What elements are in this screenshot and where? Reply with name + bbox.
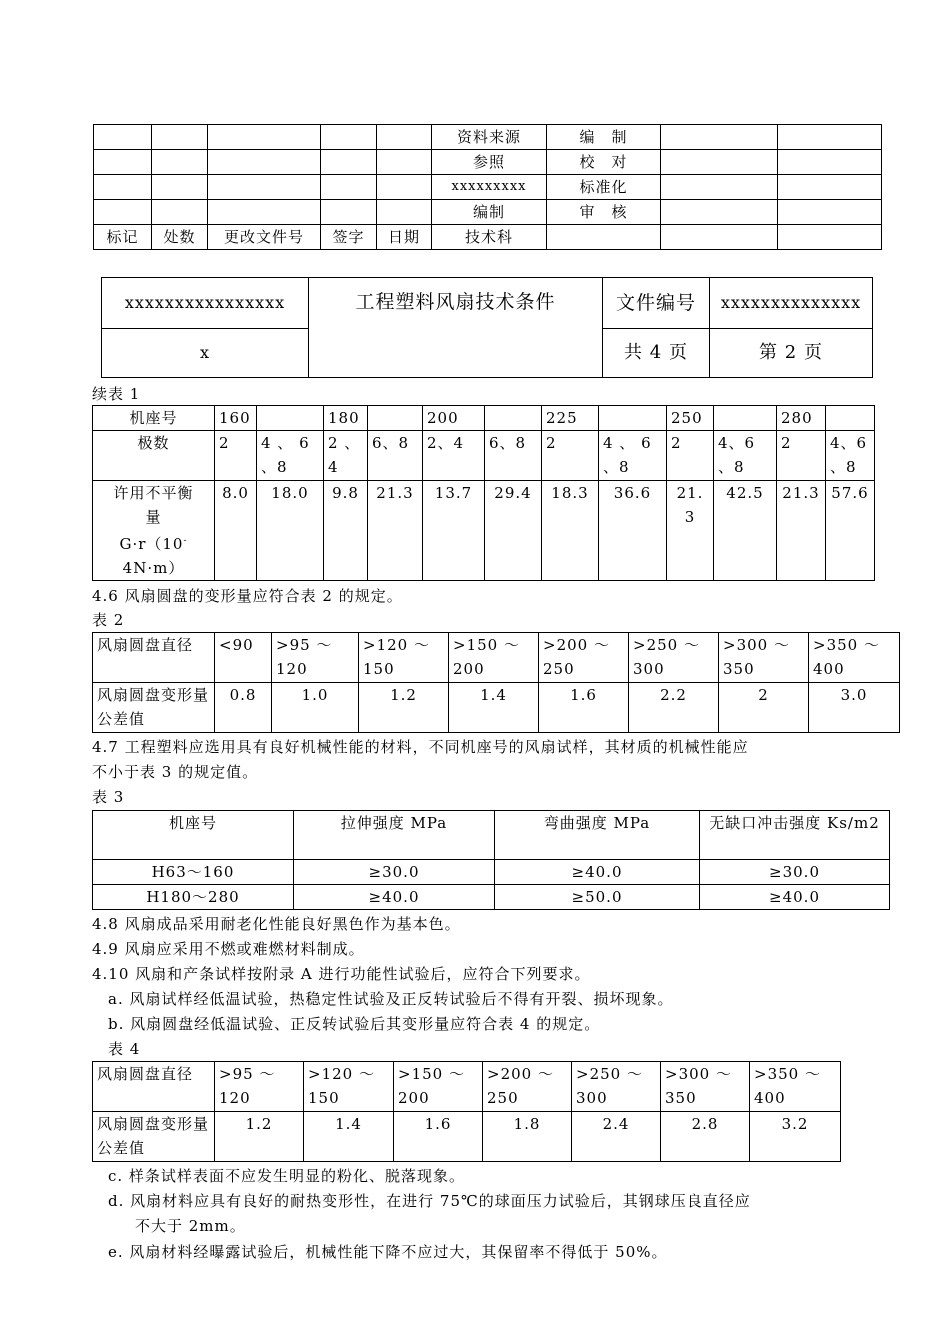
unbalance-cell: 21.3 — [368, 481, 423, 581]
unbalance-label-text: G·r（10 — [119, 535, 184, 553]
doc-no-label: 文件编号 — [603, 278, 710, 329]
table1 — [92, 405, 875, 581]
frame-cell: H63～160 — [93, 860, 294, 885]
table-row — [94, 125, 882, 150]
frame-cell: H180～280 — [93, 885, 294, 910]
range-cell: <90 — [215, 633, 272, 683]
poles-cell: 6、8 — [368, 431, 423, 481]
item-d-line1: d. 风扇材料应具有良好的耐热变形性，在进行 75℃的球面压力试验后，其钢球压良直径应 — [108, 1192, 751, 1210]
paragraph-4-7-line2: 不小于表 3 的规定值。 — [92, 763, 259, 781]
range-cell: >95 ～ 120 — [215, 1062, 304, 1112]
table2 — [92, 632, 900, 733]
range-cell: >120 ～ 150 — [304, 1062, 394, 1112]
range-cell: >120 ～ 150 — [359, 633, 449, 683]
impact-cell: ≥30.0 — [700, 860, 890, 885]
poles-cell: 2 — [215, 431, 257, 481]
impact-cell: ≥40.0 — [700, 885, 890, 910]
table-row — [93, 406, 875, 431]
unbalance-label-sup: - — [183, 536, 188, 546]
item-c: c. 样条试样表面不应发生明显的粉化、脱落现象。 — [108, 1167, 465, 1185]
diameter-label: 风扇圆盘直径 — [93, 633, 215, 683]
document-title: 工程塑料风扇技术条件 — [309, 278, 603, 378]
compile-left-cell: 编制 — [432, 200, 547, 225]
tolerance-cell: 2 — [719, 683, 809, 733]
unbalance-label-line: 许用不平衡 — [113, 484, 194, 502]
tolerance-cell: 1.6 — [394, 1112, 483, 1162]
unbalance-cell: 8.0 — [215, 481, 257, 581]
paragraph-4-8: 4.8 风扇成品采用耐老化性能良好黑色作为基本色。 — [92, 915, 461, 933]
tolerance-cell: 1.0 — [272, 683, 359, 733]
revision-table — [93, 124, 882, 250]
doc-no-value: xxxxxxxxxxxxxx — [710, 278, 873, 329]
table-row — [93, 885, 890, 910]
frame-cell: 250 — [667, 406, 714, 431]
table-row — [93, 1062, 841, 1112]
poles-cell: 2 — [667, 431, 714, 481]
table-row — [102, 278, 873, 329]
tensile-cell: ≥30.0 — [294, 860, 495, 885]
paragraph-4-9: 4.9 风扇应采用不燃或难燃材料制成。 — [92, 940, 365, 958]
table-row — [94, 200, 882, 225]
range-cell: >200 ～ 250 — [539, 633, 629, 683]
frame-cell: 280 — [777, 406, 826, 431]
page-number: 第 2 页 — [710, 329, 873, 378]
poles-cell: 2 、 4 — [324, 431, 368, 481]
unbalance-cell: 21.3 — [777, 481, 826, 581]
range-cell: >250 ～ 300 — [629, 633, 719, 683]
unbalance-cell: 29.4 — [485, 481, 542, 581]
frame-cell: 180 — [324, 406, 368, 431]
poles-cell: 2 — [542, 431, 599, 481]
table-row — [93, 633, 900, 683]
tolerance-cell: 1.6 — [539, 683, 629, 733]
unbalance-cell: 9.8 — [324, 481, 368, 581]
range-cell: >150 ～ 200 — [449, 633, 539, 683]
review-cell: 审 核 — [547, 200, 661, 225]
paragraph-4-6: 4.6 风扇圆盘的变形量应符合表 2 的规定。 — [92, 587, 403, 605]
item-e: e. 风扇材料经曝露试验后，机械性能下降不应过大，其保留率不得低于 50%。 — [108, 1243, 668, 1261]
table3-caption: 表 3 — [92, 788, 125, 806]
tolerance-label: 风扇圆盘变形量公差值 — [93, 1112, 215, 1162]
col-doc: 更改文件号 — [208, 225, 321, 250]
frame-label: 机座号 — [93, 406, 215, 431]
col-count: 处数 — [152, 225, 208, 250]
header-impact: 无缺口冲击强度 Ks/m2 — [700, 811, 890, 860]
range-cell: >300 ～ 350 — [719, 633, 809, 683]
range-cell: >150 ～ 200 — [394, 1062, 483, 1112]
table-row — [93, 683, 900, 733]
col-mark: 标记 — [94, 225, 152, 250]
ref-code-cell: xxxxxxxxx — [432, 175, 547, 200]
tolerance-cell: 2.8 — [661, 1112, 750, 1162]
tolerance-cell: 3.2 — [750, 1112, 841, 1162]
tolerance-cell: 3.0 — [809, 683, 900, 733]
table2-caption: 表 2 — [92, 611, 125, 629]
unbalance-cell: 18.3 — [542, 481, 599, 581]
unbalance-cell: 36.6 — [599, 481, 667, 581]
tolerance-cell: 1.8 — [483, 1112, 572, 1162]
bending-cell: ≥50.0 — [495, 885, 700, 910]
diameter-label: 风扇圆盘直径 — [93, 1062, 215, 1112]
poles-cell: 4 、 6 、8 — [257, 431, 324, 481]
poles-cell: 4 、 6 、8 — [599, 431, 667, 481]
unbalance-label-line — [97, 529, 210, 556]
document-header — [101, 277, 873, 378]
range-cell: >250 ～ 300 — [572, 1062, 661, 1112]
unbalance-cell: 13.7 — [423, 481, 485, 581]
poles-cell: 2 — [777, 431, 826, 481]
company-line2: x — [102, 329, 309, 378]
range-cell: >350 ～ 400 — [809, 633, 900, 683]
table-row — [93, 860, 890, 885]
bending-cell: ≥40.0 — [495, 860, 700, 885]
standardize-cell: 标准化 — [547, 175, 661, 200]
item-a: a. 风扇试样经低温试验，热稳定性试验及正反转试验后不得有开裂、损坏现象。 — [108, 990, 674, 1008]
range-cell: >350 ～ 400 — [750, 1062, 841, 1112]
unbalance-cell: 42.5 — [714, 481, 777, 581]
table-row — [94, 175, 882, 200]
col-sign: 签字 — [321, 225, 377, 250]
range-cell: >300 ～ 350 — [661, 1062, 750, 1112]
item-d-line2: 不大于 2mm。 — [135, 1217, 246, 1235]
table-row — [94, 225, 882, 250]
check-cell: 校 对 — [547, 150, 661, 175]
table4-caption: 表 4 — [108, 1040, 141, 1058]
table3 — [92, 810, 890, 910]
table1-caption: 续表 1 — [92, 385, 141, 403]
compile-cell: 编 制 — [547, 125, 661, 150]
tolerance-cell: 2.4 — [572, 1112, 661, 1162]
poles-cell: 4、6 、8 — [826, 431, 875, 481]
total-pages: 共 4 页 — [603, 329, 710, 378]
table4 — [92, 1061, 841, 1162]
poles-cell: 4、6 、8 — [714, 431, 777, 481]
tolerance-cell: 1.2 — [359, 683, 449, 733]
item-b: b. 风扇圆盘经低温试验、正反转试验后其变形量应符合表 4 的规定。 — [108, 1015, 601, 1033]
company-line1: xxxxxxxxxxxxxxxx — [102, 278, 309, 329]
frame-cell: 160 — [215, 406, 257, 431]
paragraph-4-7-line1: 4.7 工程塑料应选用具有良好机械性能的材料，不同机座号的风扇试样，其材质的机械性能应 — [92, 738, 749, 756]
col-date: 日期 — [377, 225, 432, 250]
tolerance-cell: 1.2 — [215, 1112, 304, 1162]
col-tech: 技术科 — [432, 225, 547, 250]
tolerance-cell: 0.8 — [215, 683, 272, 733]
table-row — [93, 1112, 841, 1162]
unbalance-cell: 21. 3 — [667, 481, 714, 581]
tolerance-cell: 2.2 — [629, 683, 719, 733]
paragraph-4-10: 4.10 风扇和产条试样按附录 A 进行功能性试验后，应符合下列要求。 — [92, 965, 591, 983]
table-row — [93, 481, 875, 581]
header-frame: 机座号 — [93, 811, 294, 860]
poles-cell: 2、4 — [423, 431, 485, 481]
range-cell: >200 ～ 250 — [483, 1062, 572, 1112]
unbalance-label-line: 量 — [145, 508, 162, 526]
poles-cell: 6、8 — [485, 431, 542, 481]
unbalance-label-line: 4N·m） — [122, 559, 185, 577]
poles-label: 极数 — [93, 431, 215, 481]
range-cell: >95 ～ 120 — [272, 633, 359, 683]
table-row — [93, 811, 890, 860]
frame-cell: 225 — [542, 406, 599, 431]
tensile-cell: ≥40.0 — [294, 885, 495, 910]
table-row — [93, 431, 875, 481]
tolerance-cell: 1.4 — [449, 683, 539, 733]
reference-cell: 参照 — [432, 150, 547, 175]
frame-cell: 200 — [423, 406, 485, 431]
table-row — [94, 150, 882, 175]
tolerance-cell: 1.4 — [304, 1112, 394, 1162]
source-cell: 资料来源 — [432, 125, 547, 150]
header-bending: 弯曲强度 MPa — [495, 811, 700, 860]
header-tensile: 拉伸强度 MPa — [294, 811, 495, 860]
unbalance-cell: 18.0 — [257, 481, 324, 581]
unbalance-label — [93, 481, 215, 581]
unbalance-cell: 57.6 — [826, 481, 875, 581]
tolerance-label: 风扇圆盘变形量公差值 — [93, 683, 215, 733]
